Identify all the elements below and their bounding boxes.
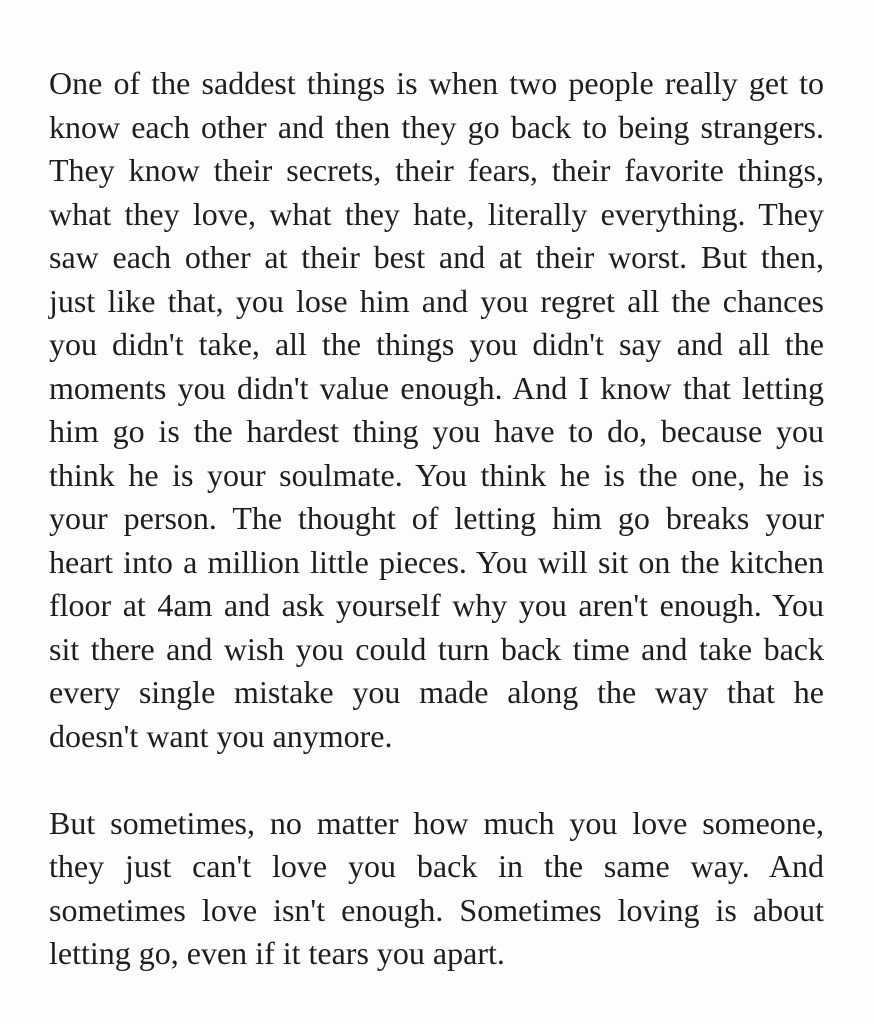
text-line: think he is your soulmate. You think he is the one, he is: [49, 456, 824, 493]
text-line: floor at 4am and ask yourself why you aren't enough. You: [49, 587, 824, 623]
text-line: they just can't love you back in the same way. And: [49, 848, 824, 884]
text-line: you didn't take, all the things you didn't say and all the: [49, 326, 824, 362]
text-line: him go is the hardest thing you have to do, because you: [49, 413, 824, 449]
paragraph: [49, 802, 824, 976]
text-line: just like that, you lose him and you regret all the chances: [49, 282, 824, 319]
paragraph: [49, 62, 824, 758]
text-line: sometimes love isn't enough. Sometimes loving is about: [49, 891, 824, 928]
text-line: sit there and wish you could turn back time and take back: [49, 630, 824, 667]
text-line: what they love, what they hate, literally everything. They: [49, 195, 824, 232]
text-line: One of the saddest things is when two people really get to: [49, 65, 824, 101]
text-line: They know their secrets, their fears, their favorite things,: [49, 152, 824, 188]
text-line: saw each other at their best and at their worst. But then,: [49, 239, 824, 275]
text-line: heart into a million little pieces. You will sit on the kitchen: [49, 543, 824, 580]
text-line: your person. The thought of letting him go breaks your: [49, 500, 824, 536]
text-line: moments you didn't value enough. And I know that letting: [49, 369, 824, 406]
text-line: know each other and then they go back to being strangers.: [49, 108, 824, 145]
text-line: letting go, even if it tears you apart.: [49, 935, 505, 971]
text-block: [49, 62, 824, 976]
text-line: every single mistake you made along the way that he: [49, 674, 824, 710]
text-line: But sometimes, no matter how much you love someone,: [49, 804, 824, 841]
text-line: doesn't want you anymore.: [49, 717, 393, 754]
